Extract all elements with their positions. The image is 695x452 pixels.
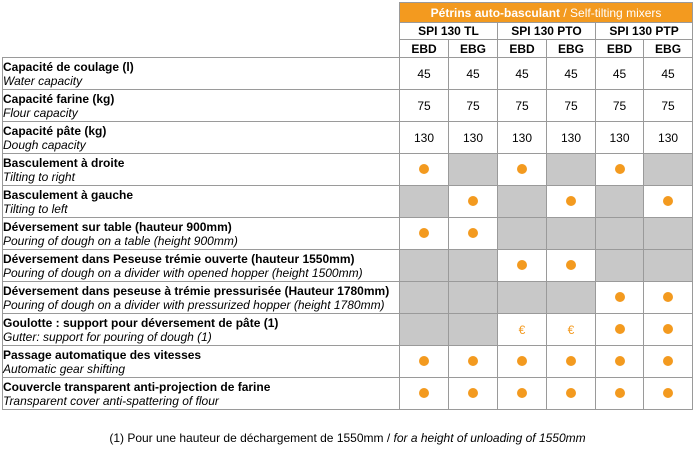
included-dot-icon — [468, 228, 478, 238]
value-cell: 130 — [400, 122, 449, 154]
feature-name-en: Pouring of dough on a divider with pressurized hopper (height 1780mm) — [3, 297, 385, 312]
value-cell: 45 — [498, 58, 547, 90]
not-available-cell — [644, 218, 693, 250]
value-cell: 45 — [400, 58, 449, 90]
value-cell: 75 — [596, 90, 644, 122]
feature-name-fr: Basculement à gauche — [3, 187, 134, 202]
feature-cell — [449, 186, 498, 218]
feature-label — [3, 314, 400, 346]
feature-cell — [596, 314, 644, 346]
feature-label — [3, 154, 400, 186]
feature-cell — [596, 378, 644, 410]
feature-cell — [596, 346, 644, 378]
table-row — [3, 58, 693, 90]
included-dot-icon — [615, 164, 625, 174]
footnote-fr: (1) Pour une hauteur de déchargement de 1550mm / — [109, 431, 394, 445]
header-spacer — [3, 40, 400, 58]
feature-cell — [449, 218, 498, 250]
variant-header: EBD — [400, 40, 449, 58]
included-dot-icon — [663, 324, 673, 334]
optional-euro-icon: € — [518, 322, 526, 337]
value-cell: 130 — [449, 122, 498, 154]
included-dot-icon — [566, 260, 576, 270]
feature-cell — [596, 282, 644, 314]
value-cell: 45 — [644, 58, 693, 90]
feature-cell — [644, 282, 693, 314]
feature-name-en: Tilting to right — [3, 169, 75, 184]
model-header: SPI 130 PTP — [596, 23, 693, 40]
model-header: SPI 130 TL — [400, 23, 498, 40]
not-available-cell — [498, 218, 547, 250]
feature-name-en: Automatic gear shifting — [3, 361, 126, 376]
feature-cell — [449, 378, 498, 410]
value-cell: 75 — [547, 90, 596, 122]
feature-name-en: Transparent cover anti-spattering of flour — [3, 393, 219, 408]
feature-label — [3, 90, 400, 122]
table-row — [3, 218, 693, 250]
table-row — [3, 186, 693, 218]
feature-label — [3, 218, 400, 250]
header-spacer — [3, 23, 400, 40]
table-row — [3, 314, 693, 346]
feature-label — [3, 378, 400, 410]
not-available-cell — [449, 154, 498, 186]
table-row — [3, 122, 693, 154]
included-dot-icon — [517, 260, 527, 270]
not-available-cell — [449, 314, 498, 346]
included-dot-icon — [468, 196, 478, 206]
table-title — [400, 3, 693, 23]
included-dot-icon — [663, 196, 673, 206]
feature-cell — [644, 314, 693, 346]
variant-header: EBG — [644, 40, 693, 58]
feature-label — [3, 186, 400, 218]
included-dot-icon — [663, 388, 673, 398]
spec-table — [2, 2, 693, 410]
included-dot-icon — [419, 356, 429, 366]
included-dot-icon — [615, 356, 625, 366]
footnote-en: for a height of unloading of 1550mm — [393, 431, 586, 445]
variant-header: EBG — [547, 40, 596, 58]
feature-cell — [547, 250, 596, 282]
value-cell: 75 — [400, 90, 449, 122]
title-en: Self-tilting mixers — [570, 5, 662, 20]
value-cell: 130 — [547, 122, 596, 154]
table-row — [3, 346, 693, 378]
feature-cell — [498, 346, 547, 378]
not-available-cell — [547, 154, 596, 186]
feature-label — [3, 250, 400, 282]
feature-name-en: Dough capacity — [3, 137, 86, 152]
feature-cell — [400, 378, 449, 410]
optional-euro-icon: € — [567, 322, 575, 337]
included-dot-icon — [419, 388, 429, 398]
feature-name-en: Tilting to left — [3, 201, 68, 216]
feature-name-en: Pouring of dough on a divider with opened hopper (height 1500mm) — [3, 265, 363, 280]
table-row — [3, 282, 693, 314]
not-available-cell — [644, 154, 693, 186]
feature-cell — [547, 186, 596, 218]
feature-cell — [400, 346, 449, 378]
feature-name-fr: Capacité pâte (kg) — [3, 123, 107, 138]
not-available-cell — [498, 186, 547, 218]
feature-name-fr: Déversement dans peseuse à trémie pressurisée (Hauteur 1780mm) — [3, 283, 390, 298]
included-dot-icon — [517, 356, 527, 366]
feature-name-fr: Couvercle transparent anti-projection de farine — [3, 379, 271, 394]
not-available-cell — [400, 250, 449, 282]
value-cell: 75 — [449, 90, 498, 122]
feature-cell — [644, 378, 693, 410]
not-available-cell — [498, 282, 547, 314]
option-cell — [547, 314, 596, 346]
included-dot-icon — [566, 196, 576, 206]
not-available-cell — [644, 250, 693, 282]
feature-name-fr: Goulotte : support pour déversement de pâte (1) — [3, 315, 279, 330]
included-dot-icon — [566, 388, 576, 398]
table-row — [3, 378, 693, 410]
feature-cell — [644, 346, 693, 378]
not-available-cell — [449, 282, 498, 314]
included-dot-icon — [468, 388, 478, 398]
variant-header: EBD — [596, 40, 644, 58]
variant-header: EBD — [498, 40, 547, 58]
header-spacer — [3, 3, 400, 23]
feature-cell — [498, 154, 547, 186]
feature-name-fr: Déversement dans Peseuse trémie ouverte (hauteur 1550mm) — [3, 251, 355, 266]
value-cell: 45 — [596, 58, 644, 90]
title-fr: Pétrins auto-basculant — [430, 5, 561, 20]
value-cell: 75 — [644, 90, 693, 122]
feature-label — [3, 282, 400, 314]
not-available-cell — [449, 250, 498, 282]
included-dot-icon — [419, 164, 429, 174]
value-cell: 130 — [596, 122, 644, 154]
table-row — [3, 250, 693, 282]
feature-cell — [498, 378, 547, 410]
option-cell — [498, 314, 547, 346]
feature-label — [3, 122, 400, 154]
feature-name-fr: Capacité farine (kg) — [3, 91, 115, 106]
included-dot-icon — [566, 356, 576, 366]
included-dot-icon — [663, 356, 673, 366]
not-available-cell — [400, 282, 449, 314]
not-available-cell — [596, 250, 644, 282]
table-body — [3, 58, 693, 410]
feature-name-fr: Basculement à droite — [3, 155, 125, 170]
feature-cell — [449, 346, 498, 378]
included-dot-icon — [517, 388, 527, 398]
value-cell: 130 — [498, 122, 547, 154]
feature-label — [3, 346, 400, 378]
feature-cell — [644, 186, 693, 218]
value-cell: 45 — [449, 58, 498, 90]
included-dot-icon — [663, 292, 673, 302]
value-cell: 75 — [498, 90, 547, 122]
feature-name-en: Flour capacity — [3, 105, 78, 120]
feature-name-fr: Capacité de coulage (l) — [3, 59, 134, 74]
included-dot-icon — [517, 164, 527, 174]
value-cell: 45 — [547, 58, 596, 90]
feature-cell — [547, 378, 596, 410]
value-cell: 130 — [644, 122, 693, 154]
not-available-cell — [400, 186, 449, 218]
not-available-cell — [596, 218, 644, 250]
model-header: SPI 130 PTO — [498, 23, 596, 40]
feature-name-fr: Déversement sur table (hauteur 900mm) — [3, 219, 232, 234]
not-available-cell — [596, 186, 644, 218]
feature-name-en: Water capacity — [3, 73, 83, 88]
feature-name-en: Pouring of dough on a table (height 900mm) — [3, 233, 238, 248]
variant-header: EBG — [449, 40, 498, 58]
included-dot-icon — [419, 228, 429, 238]
table-row — [3, 90, 693, 122]
feature-cell — [400, 154, 449, 186]
not-available-cell — [547, 218, 596, 250]
feature-cell — [400, 218, 449, 250]
included-dot-icon — [468, 356, 478, 366]
included-dot-icon — [615, 292, 625, 302]
included-dot-icon — [615, 388, 625, 398]
included-dot-icon — [615, 324, 625, 334]
table-row — [3, 154, 693, 186]
feature-name-en: Gutter: support for pouring of dough (1) — [3, 329, 212, 344]
not-available-cell — [400, 314, 449, 346]
feature-cell — [596, 154, 644, 186]
not-available-cell — [547, 282, 596, 314]
feature-label — [3, 58, 400, 90]
footnote — [0, 431, 695, 445]
feature-name-fr: Passage automatique des vitesses — [3, 347, 202, 362]
title-separator: / — [560, 5, 571, 20]
feature-cell — [547, 346, 596, 378]
feature-cell — [498, 250, 547, 282]
